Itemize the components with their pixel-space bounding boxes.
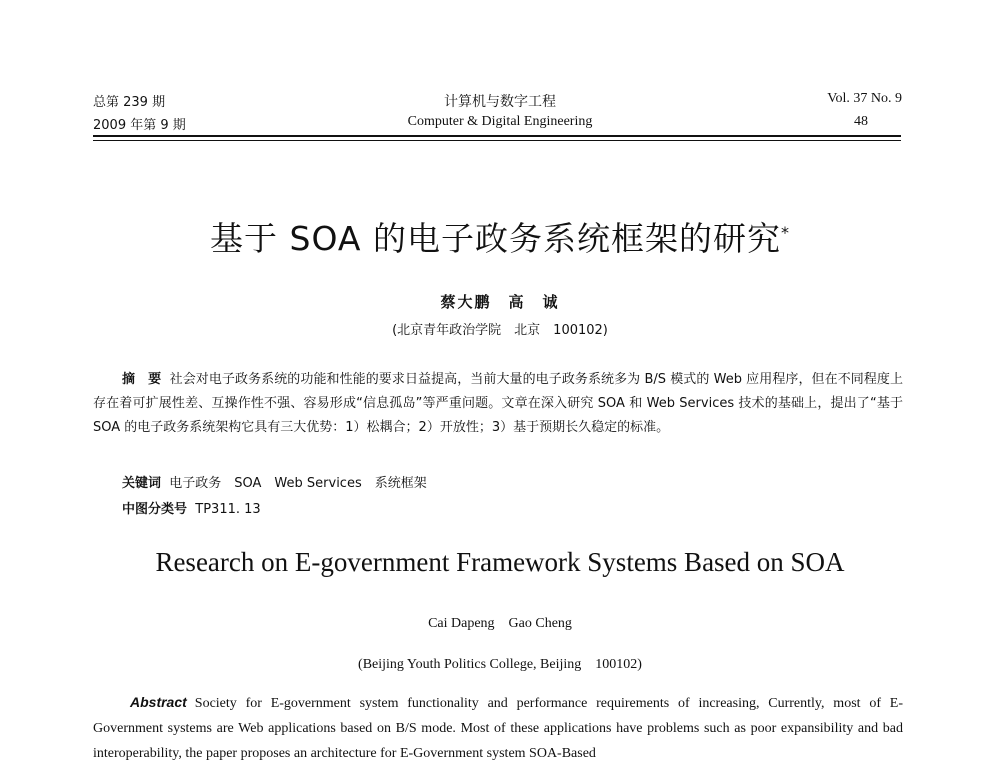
journal-name-cn: 计算机与数字工程 [444,94,556,110]
authors-cn: 蔡大鹏 高 诚 [440,293,560,311]
keywords-text: 电子政务 SOA Web Services 系统框架 [169,476,427,491]
page-number: 48 [854,114,868,129]
paper-title-en: Research on E-government Framework Systems Based on SOA [155,547,845,577]
title-footnote-mark: * [780,223,790,242]
authors-en: Cai Dapeng Gao Cheng [428,616,572,631]
title-cn-text: 基于 SOA 的电子政务系统框架的研究 [210,219,781,258]
abstract-cn-text: 社会对电子政务系统的功能和性能的要求日益提高，当前大量的电子政务系统多为 B/S 模式的 Web 应用程序，但在不同程度上存在着可扩展性差、互操作性不强、容易形成“信息孤岛”等严重问题。文章在深入研究 SOA 和 Web Services 技术的基础上，提出了“基于 SOA 的电子政务系统架构它具有三大优势：1）松耦合；2）开放性；3）基于预期长久稳定的标准。 [93,372,903,435]
classification-cn [122,498,261,517]
abstract-cn [93,368,903,440]
issue-year: 2009 年第 9 期 [93,118,186,133]
affiliation-en: (Beijing Youth Politics College, Beijing 100102) [358,657,642,672]
abstract-en-label: Abstract [130,694,187,710]
abstract-cn-label: 摘 要 [122,372,162,387]
classification-text: TP311. 13 [195,502,261,517]
keywords-cn [122,472,427,491]
volume-number: Vol. 37 No. 9 [827,91,902,106]
classification-label: 中图分类号 [122,502,188,517]
abstract-en-text: Society for E-government system functionality and performance requirements of increasing, Currently, most of E-Government systems are Web applications based on B/S mode. Most of these applications have problems such as poor expansibility and bad interoperability, the paper proposes an architecture for E-Government system SOA-Based [93,696,903,761]
issue-total: 总第 239 期 [93,95,166,110]
header-rule-thin [93,140,901,141]
keywords-label: 关键词 [122,476,162,491]
affiliation-cn: (北京青年政治学院 北京 100102) [392,323,608,338]
abstract-en [93,690,903,766]
header-rule-thick [93,135,901,137]
journal-name-en: Computer & Digital Engineering [407,114,593,129]
paper-title-cn [0,213,1000,260]
